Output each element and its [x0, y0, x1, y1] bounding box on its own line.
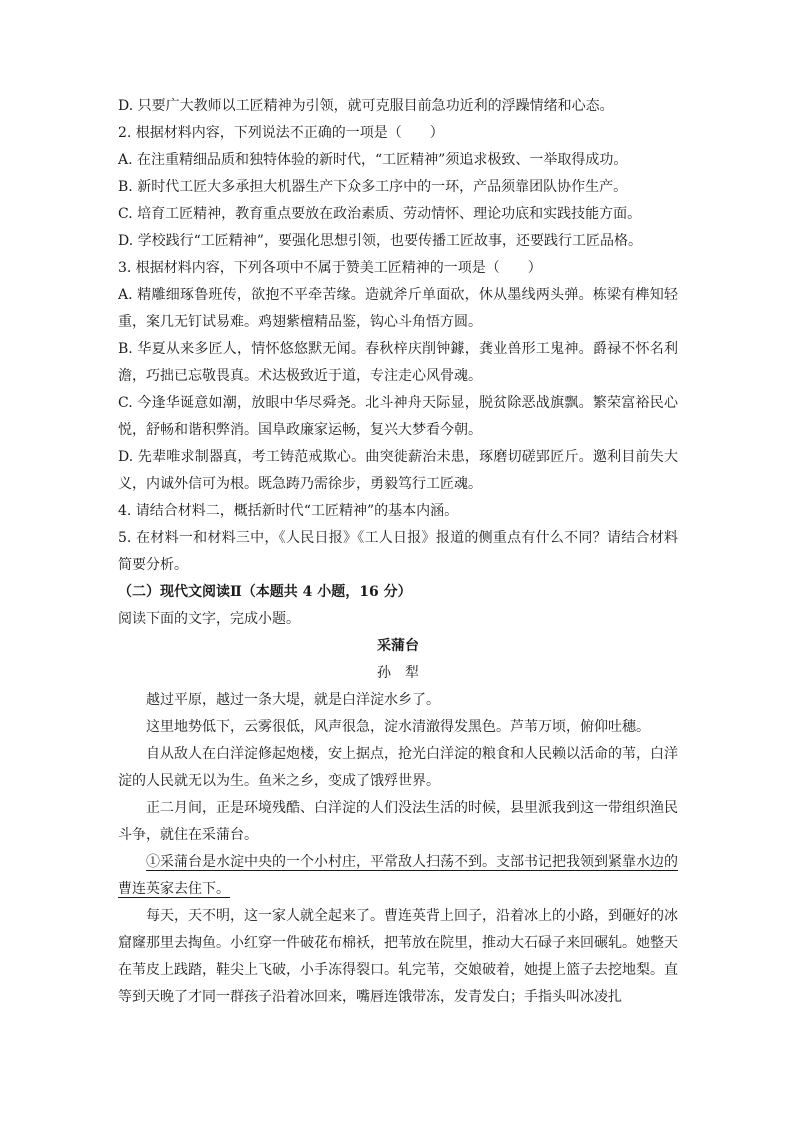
q2-option-a: A. 在注重精细品质和独特体验的新时代，“工匠精神”须追求极致、一举取得成功。	[118, 152, 628, 168]
q2-stem: 2. 根据材料内容，下列说法不正确的一项是（ ）	[118, 125, 444, 141]
story-paragraph: 这里地势低下，云雾很低，风声很急，淀水清澈得发黑色。芦苇万顷，俯仰吐穗。	[146, 719, 650, 735]
q2-option-d: D. 学校践行“工匠精神”，要强化思想引领，也要传播工匠故事，还要践行工匠品格。	[118, 233, 642, 249]
q5-stem: 5. 在材料一和材料三中，《人民日报》《工人日报》报道的侧重点有什么不同？请结合材料简要分析。	[118, 530, 678, 573]
q4-stem: 4. 请结合材料二，概括新时代“工匠精神”的基本内涵。	[118, 503, 459, 519]
q2-option-c: C. 培育工匠精神，教育重点要放在政治素质、劳动情怀、理论功底和实践技能方面。	[118, 206, 642, 222]
story-paragraph: 越过平原，越过一条大堤，就是白洋淀水乡了。	[146, 692, 440, 708]
underlined-sentence: ①采蒲台是水淀中央的一个小村庄，平常敌人扫荡不到。支部书记把我领到紧靠水边的曹连英家去住下。	[118, 854, 678, 897]
document-page	[118, 93, 678, 1011]
story-paragraph: 自从敌人在白洋淀修起炮楼，安上据点，抢光白洋淀的粮食和人民赖以活命的苇，白洋淀的人民就无以为生。鱼米之乡，变成了饿殍世界。	[118, 746, 678, 789]
story-title: 采蒲台	[377, 638, 419, 654]
story-author: 孙 犁	[377, 665, 419, 681]
section-heading: （二）现代文阅读Ⅱ（本题共 4 小题，16 分）	[118, 584, 412, 600]
story-paragraph: 每天，天不明，这一家人就全起来了。曹连英背上回子，沿着冰上的小路，到砸好的冰窟窿那里去掏鱼。小红穿一件破花布棉袄，把苇放在院里，推动大石碌子来回碾轧。她整天在苇皮上践踏，鞋尖上飞破，小手冻得裂口。轧完苇，交娘破着，她提上篮子去挖地梨。直等到天晚了才同一群孩子沿着冰回来，嘴唇连饿带冻，发青发白；手指头叫冰凌扎	[118, 908, 678, 1005]
q3-option-c: C. 今逢华诞意如潮，放眼中华尽舜尧。北斗神舟天际显，脱贫除恶战旗飘。繁荣富裕民心悦，舒畅和谐积弊消。国阜政廉家运畅，复兴大梦看今朝。	[118, 395, 678, 438]
story-paragraph: 正二月间，正是环境残酷、白洋淀的人们没法生活的时候，县里派我到这一带组织渔民斗争，就住在采蒲台。	[118, 800, 678, 843]
q3-stem: 3. 根据材料内容，下列各项中不属于赞美工匠精神的一项是（ ）	[118, 260, 542, 276]
q3-option-b: B. 华夏从来多匠人，情怀悠悠默无闻。春秋梓庆削钟鐻，龚业兽形工鬼神。爵禄不怀名利澹，巧拙已忘敬畏真。术达极致近于道，专注走心风骨魂。	[118, 341, 678, 384]
q1-option-d: D. 只要广大教师以工匠精神为引领，就可克服目前急功近利的浮躁情绪和心态。	[118, 98, 614, 114]
q3-option-a: A. 精雕细琢鲁班传，欲抱不平牵苦缘。造就斧斤单面砍，休从墨线两头弹。栋梁有榫知轻重，案几无钉试易难。鸡翅紫檀精品鉴，钩心斗角悟方圆。	[118, 287, 678, 330]
q2-option-b: B. 新时代工匠大多承担大机器生产下众多工序中的一环，产品须靠团队协作生产。	[118, 179, 628, 195]
reading-instruction: 阅读下面的文字，完成小题。	[118, 611, 300, 627]
q3-option-d: D. 先辈唯求制器真，考工铸范戒欺心。曲突徙薪治未患，琢磨切磋郢匠斤。邀利目前失大义，内诚外信可为根。既急踌乃需徐步，勇毅笃行工匠魂。	[118, 449, 678, 492]
story-paragraph-underlined	[118, 849, 678, 903]
